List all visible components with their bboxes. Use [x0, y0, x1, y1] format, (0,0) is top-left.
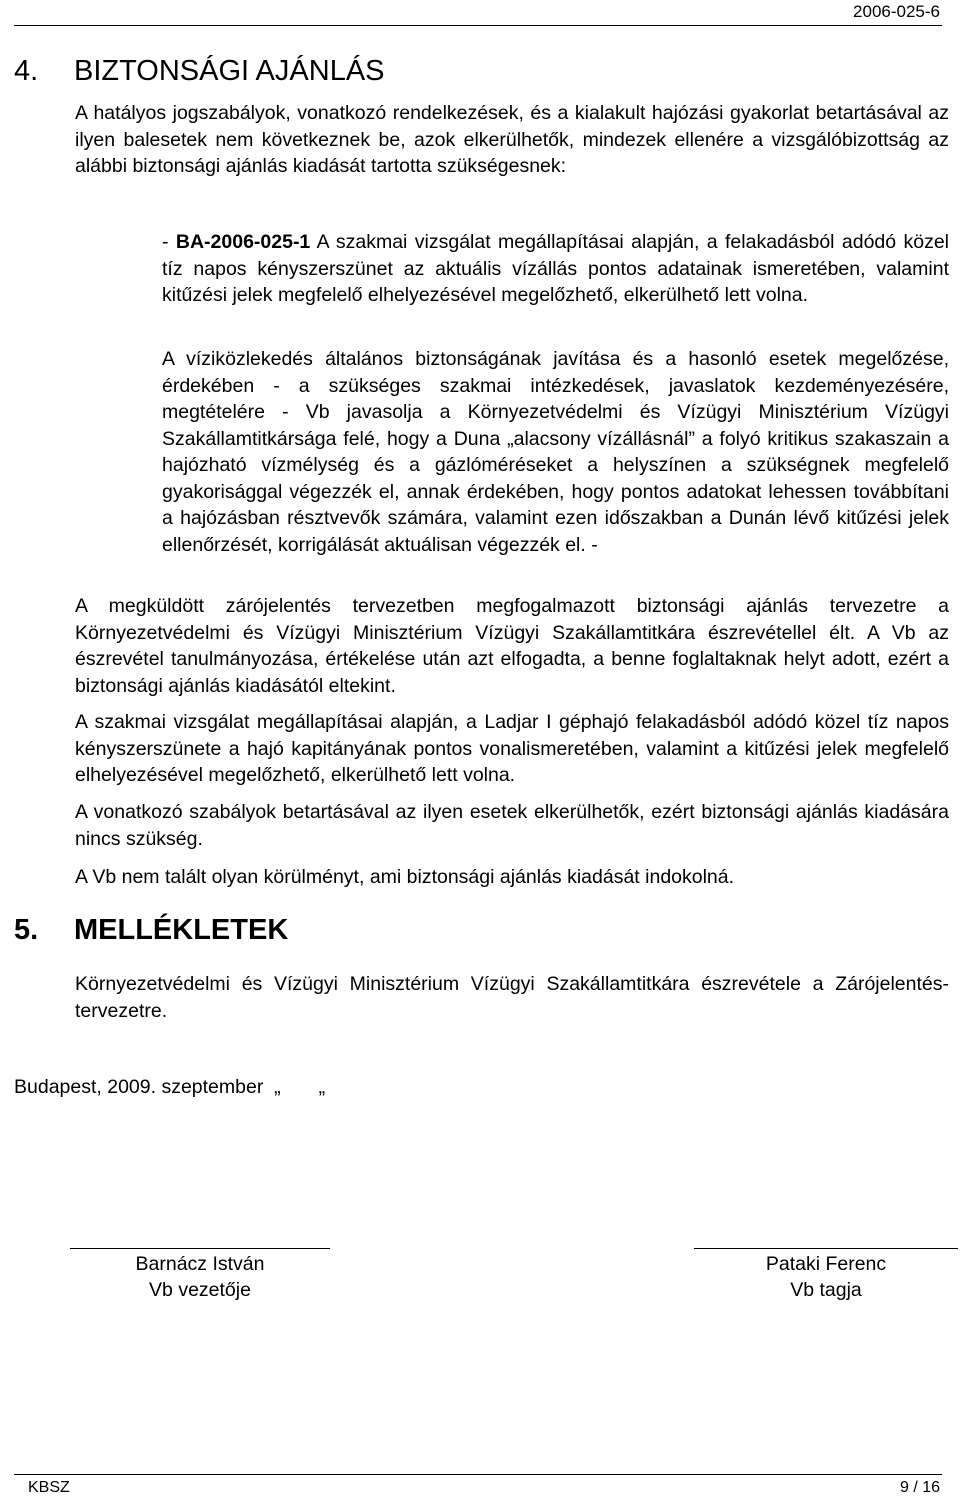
signature-line	[70, 1248, 330, 1249]
signatory-name: Pataki Ferenc	[765, 1253, 887, 1275]
section-4-paragraph-4: A Vb nem talált olyan körülményt, ami biztonsági ajánlás kiadását indokolná.	[75, 866, 735, 888]
section-4-intro: A hatályos jogszabályok, vonatkozó rendelkezések, és a kialakult hajózási gyakorlat betartásával az ilyen balesetek nem következnek be, azok elkerülhetők, mindezek ellenére a vizsgálóbizottság az alábbi biztonsági ajánlás kiadását tartotta szükségesnek:	[75, 102, 949, 177]
signatory-role: Vb vezetője	[149, 1279, 251, 1301]
footer-rule	[14, 1474, 942, 1475]
section-4-paragraph-3: A vonatkozó szabályok betartásával az ilyen esetek elkerülhetők, ezért biztonsági ajánlás kiadására nincs szükség.	[75, 801, 949, 850]
recommendation-item	[162, 229, 949, 309]
page-number: 9 / 16	[899, 1479, 940, 1496]
section-4-number: 4.	[14, 55, 39, 87]
section-5-title: MELLÉKLETEK	[74, 914, 289, 946]
recommendation-code: BA-2006-025-1	[175, 231, 311, 253]
recommendation-body: A víziközlekedés általános biztonságának javítása és a hasonló esetek megelőzése, érdekében - a szükséges szakmai intézkedések, javaslatok kezdeményezésére, megtételére - Vb javasolja a Környezetvédelmi és Vízügyi Minisztérium Vízügyi Szakállamtitkársága felé, hogy a Duna „alacsony vízállásnál” a folyó kritikus szakaszain a hajózható vízmélység és a gázlóméréseket a helyszínen a szükségnek megfelelő gyakorisággal végezzék el, annak érdekében, hogy pontos adatokat lehessen továbbítani a hajózásban résztvevők számára, valamint ezen időszakban a Dunán lévő kitűzési jelek ellenőrzését, korrigálását aktuálisan végezzék el. -	[162, 348, 949, 556]
signature-block-2	[694, 1248, 958, 1303]
signature-line	[694, 1248, 958, 1249]
section-5-text: Környezetvédelmi és Vízügyi Minisztérium Vízügyi Szakállamtitkára észrevétele a Zárójelentés-tervezetre.	[75, 973, 949, 1022]
section-4-paragraph-1: A megküldött zárójelentés tervezetben megfogalmazott biztonsági ajánlás tervezetre a Környezetvédelmi és Vízügyi Minisztérium Vízügyi Szakállamtitkára észrevétellel élt. A Vb az észrevétel tanulmányozása, értékelése után azt elfogadta, a benne foglaltaknak helyt adott, ezért a biztonsági ajánlás kiadásától eltekint.	[75, 595, 949, 697]
section-4-paragraph-2: A szakmai vizsgálat megállapításai alapján, a Ladjar I géphajó felakadásból adódó közel tíz napos kényszerszünete a hajó kapitányának pontos vonalismeretében, valamint a kitűzési jelek megfelelő elhelyezésével megelőzhető, elkerülhető lett volna.	[75, 711, 949, 786]
section-5-heading	[14, 913, 288, 947]
section-4-title: BIZTONSÁGI AJÁNLÁS	[74, 55, 385, 87]
signature-block-1	[70, 1248, 330, 1303]
recommendation-text: A szakmai vizsgálat megállapításai alapján, a felakadásból adódó közel tíz napos kényszerszünet az aktuális vízállás pontos adatainak ismeretében, valamint kitűzési jelek megfelelő elhelyezésével megelőzhető, elkerülhető lett volna.	[162, 231, 949, 306]
document-id: 2006-025-6	[853, 2, 940, 21]
recommendation-prefix: -	[162, 231, 176, 253]
footer-organization: KBSZ	[28, 1479, 70, 1496]
section-4-heading	[14, 54, 385, 88]
header-rule	[14, 25, 942, 26]
signatory-name: Barnácz István	[135, 1253, 265, 1275]
section-5-number: 5.	[14, 914, 39, 946]
signatory-role: Vb tagja	[790, 1279, 862, 1301]
place-date: Budapest, 2009. szeptember „ „	[14, 1076, 326, 1098]
